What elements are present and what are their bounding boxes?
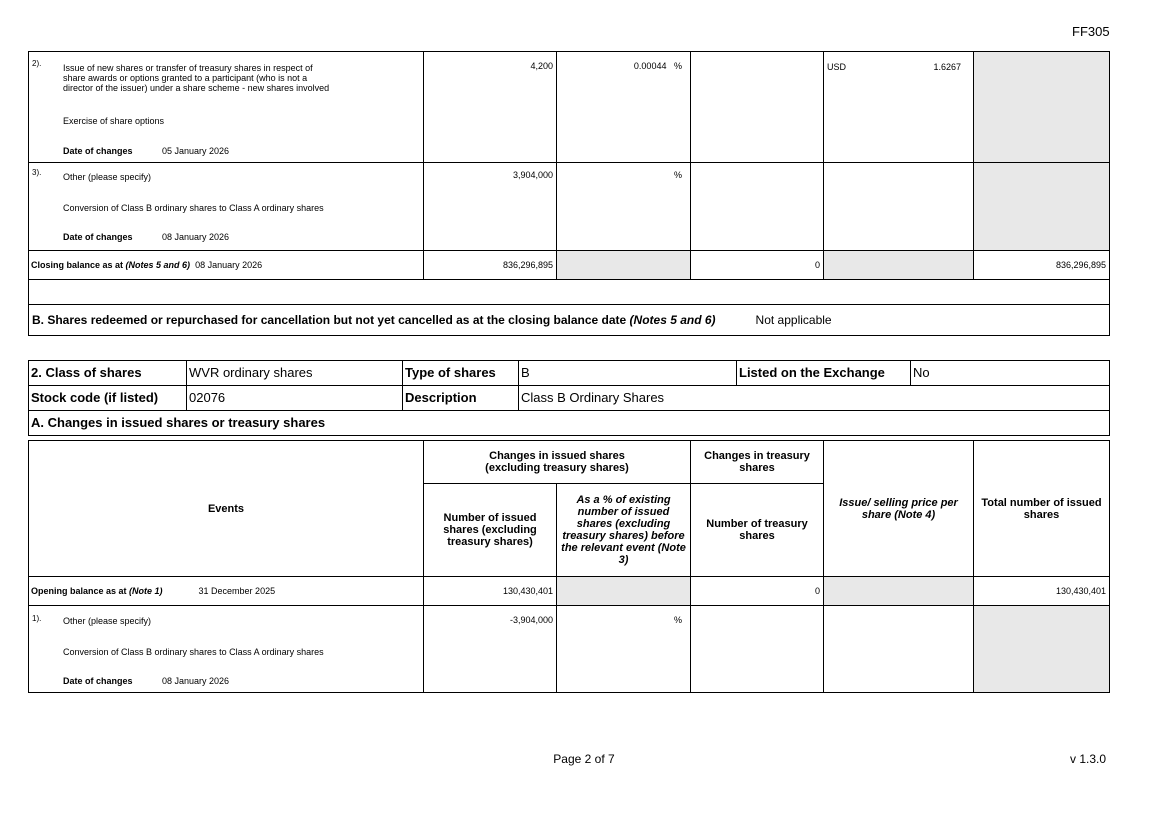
stock-code-value: 02076	[187, 386, 403, 411]
date-of-changes-value: 05 January 2026	[162, 146, 230, 156]
header-row-1	[29, 441, 1110, 484]
section-a-row	[29, 411, 1110, 436]
treasury-shares-cell	[691, 52, 824, 163]
class-label: 2. Class of shares	[29, 361, 187, 386]
opening-total-shares: 130,430,401	[974, 577, 1110, 606]
listed-label: Listed on the Exchange	[737, 361, 911, 386]
changes-issued-header: Changes in issued shares (excluding treasury shares)	[424, 441, 691, 484]
event-description-line: Issue of new shares or transfer of treasury shares in respect of	[63, 63, 313, 73]
total-shares-cell	[974, 606, 1110, 693]
date-of-changes-label: Date of changes	[63, 676, 133, 686]
date-of-changes-label: Date of changes	[63, 146, 133, 156]
section-b-cell	[29, 305, 1110, 336]
type-value: B	[519, 361, 737, 386]
closing-balance-row	[29, 251, 1110, 280]
treasury-shares-cell	[691, 163, 824, 251]
price-cell	[824, 163, 974, 251]
opening-treasury-shares: 0	[691, 577, 824, 606]
class2-changes-table	[28, 440, 1110, 693]
stock-row	[29, 386, 1110, 411]
closing-treasury-shares: 0	[691, 251, 824, 280]
type-label: Type of shares	[403, 361, 519, 386]
listed-value: No	[911, 361, 1110, 386]
class2-event-row-1	[29, 606, 1110, 693]
opening-price-cell	[824, 577, 974, 606]
form-code: FF305	[1072, 24, 1110, 39]
opening-balance-row	[29, 577, 1110, 606]
stock-code-label: Stock code (if listed)	[29, 386, 187, 411]
closing-percent-cell	[557, 251, 691, 280]
section-a-title: A. Changes in issued shares or treasury shares	[29, 411, 1110, 436]
treasury-shares-cell	[691, 606, 824, 693]
class-row	[29, 361, 1110, 386]
event-index: 2).	[32, 59, 42, 68]
percent-cell	[557, 52, 691, 163]
percent-sign: %	[557, 163, 691, 251]
section-b-text: B. Shares redeemed or repurchased for cancellation but not yet cancelled as at the closing balance date	[32, 313, 630, 327]
event-description-line: director of the issuer) under a share scheme - new shares involved	[63, 83, 330, 93]
num-issued-header: Number of issued shares (excluding treasury shares)	[424, 484, 557, 577]
event-description-line: Other (please specify)	[63, 172, 152, 182]
opening-balance-notes: (Note 1)	[129, 586, 163, 596]
issued-shares-value: -3,904,000	[424, 606, 557, 693]
opening-balance-date: 31 December 2025	[198, 586, 276, 596]
date-of-changes-value: 08 January 2026	[162, 232, 230, 242]
event-description-cell	[29, 606, 424, 693]
event-description-line: Other (please specify)	[63, 616, 152, 626]
opening-issued-shares: 130,430,401	[424, 577, 557, 606]
event-description-cell	[29, 52, 424, 163]
issued-shares-value: 4,200	[424, 52, 557, 163]
price-cell	[824, 606, 974, 693]
page-number: Page 2 of 7	[553, 752, 615, 766]
event-index: 3).	[32, 168, 42, 177]
description-label: Description	[403, 386, 519, 411]
section-b-row	[29, 305, 1110, 336]
event-description-cell	[29, 163, 424, 251]
closing-balance-notes: (Notes 5 and 6)	[125, 260, 191, 270]
class-of-shares-table	[28, 360, 1110, 436]
pct-existing-header: As a % of existing number of issued shares (excluding treasury shares) before the relevant event (Note 3)	[557, 484, 691, 577]
event-row-2	[29, 52, 1110, 163]
opening-percent-cell	[557, 577, 691, 606]
percent-value: 0.00044	[633, 61, 667, 71]
closing-price-cell	[824, 251, 974, 280]
closing-balance-label: Closing balance as at	[31, 260, 126, 270]
movements-table	[28, 51, 1110, 336]
events-header: Events	[29, 441, 424, 577]
event-description-line: share awards or options granted to a participant (who is not a	[63, 73, 308, 83]
event-detail: Conversion of Class B ordinary shares to Class A ordinary shares	[63, 203, 324, 213]
date-of-changes-label: Date of changes	[63, 232, 133, 242]
event-detail: Exercise of share options	[63, 116, 165, 126]
price-cell	[824, 52, 974, 163]
total-header: Total number of issued shares	[974, 441, 1110, 577]
num-treasury-header: Number of treasury shares	[691, 484, 824, 577]
event-index: 1).	[32, 614, 42, 623]
opening-balance-label: Opening balance as at	[31, 586, 130, 596]
closing-balance-label-cell	[29, 251, 424, 280]
description-value: Class B Ordinary Shares	[519, 386, 1110, 411]
closing-total-shares: 836,296,895	[974, 251, 1110, 280]
price-value: 1.6267	[933, 62, 961, 72]
issued-shares-value: 3,904,000	[424, 163, 557, 251]
event-detail: Conversion of Class B ordinary shares to Class A ordinary shares	[63, 647, 324, 657]
percent-sign: %	[557, 606, 691, 693]
spacer-cell	[29, 280, 1110, 305]
date-of-changes-value: 08 January 2026	[162, 676, 230, 686]
opening-balance-label-cell	[29, 577, 424, 606]
section-b-notes: (Notes 5 and 6)	[629, 313, 716, 327]
price-header: Issue/ selling price per share (Note 4)	[824, 441, 974, 577]
spacer-row	[29, 280, 1110, 305]
total-shares-cell	[974, 163, 1110, 251]
class-value: WVR ordinary shares	[187, 361, 403, 386]
total-shares-cell	[974, 52, 1110, 163]
percent-sign: %	[673, 61, 682, 71]
closing-balance-date: 08 January 2026	[195, 260, 263, 270]
section-b-value: Not applicable	[755, 313, 832, 327]
closing-issued-shares: 836,296,895	[424, 251, 557, 280]
event-row-3	[29, 163, 1110, 251]
currency: USD	[827, 62, 847, 72]
form-version: v 1.3.0	[1070, 752, 1107, 766]
changes-treasury-header: Changes in treasury shares	[691, 441, 824, 484]
